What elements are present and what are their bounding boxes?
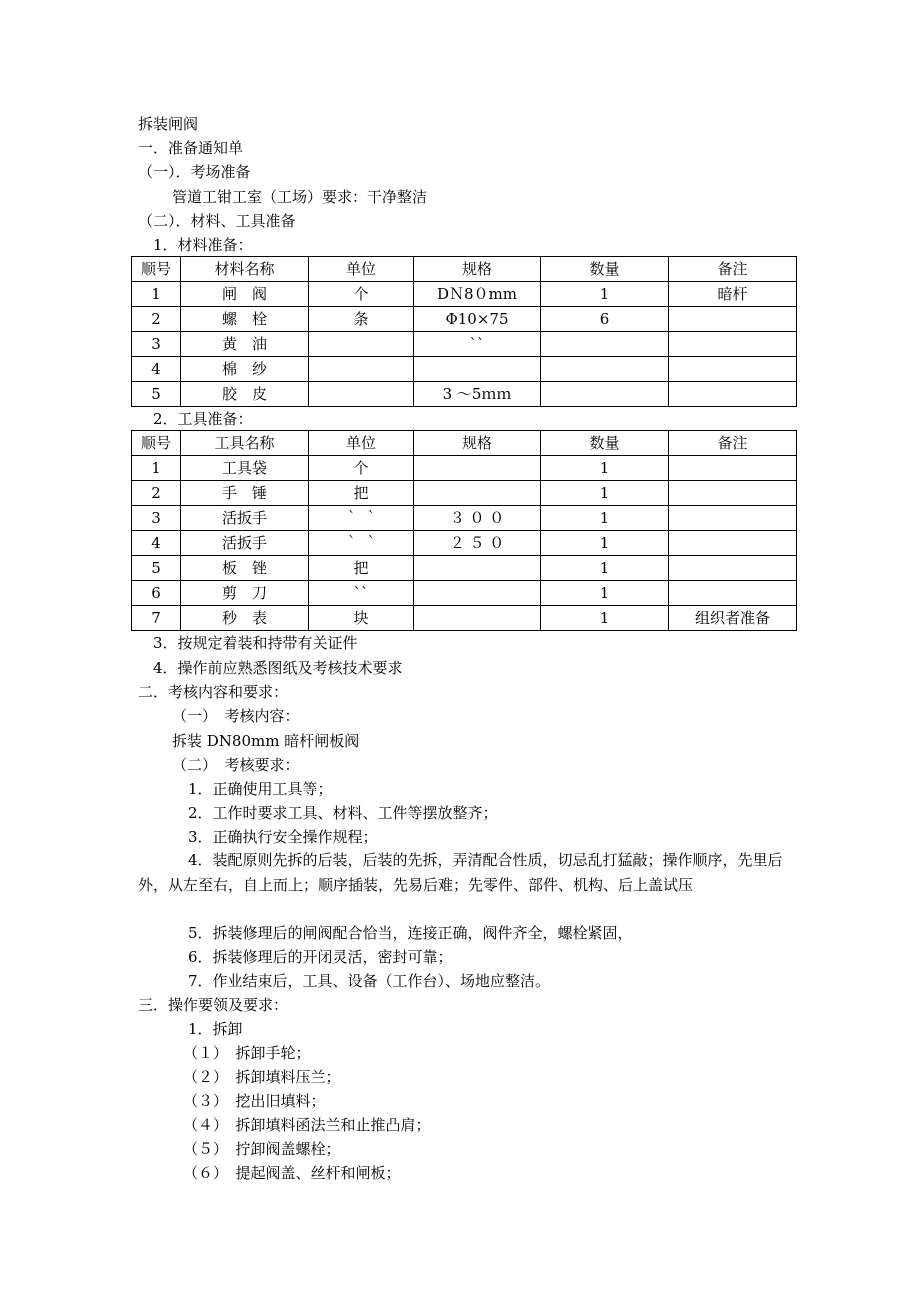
column-header: 单位 — [309, 257, 414, 282]
table-header-row — [132, 431, 797, 456]
table-cell — [669, 307, 797, 332]
table-cell: 个 — [309, 282, 414, 307]
table-cell — [309, 382, 414, 407]
table-row — [132, 282, 797, 307]
table-cell: 4 — [132, 531, 181, 556]
table-cell: Φ10×75 — [414, 307, 541, 332]
table-cell: 3 ～5ｍｍ — [414, 382, 541, 407]
column-header: 规格 — [414, 257, 541, 282]
column-header: 顺号 — [132, 431, 181, 456]
table-row — [132, 506, 797, 531]
table-cell: 1 — [541, 481, 669, 506]
requirement-item: 2．工作时要求工具、材料、工件等摆放整齐； — [188, 804, 498, 822]
table-cell: 2 — [132, 481, 181, 506]
table-cell: ３ ０ ０ — [414, 506, 541, 531]
table-cell: 个 — [309, 456, 414, 481]
site-prep-heading: （一）．考场准备 — [138, 163, 251, 181]
disassembly-heading: 1．拆卸 — [188, 1020, 243, 1038]
table-cell — [541, 357, 669, 382]
requirement-item: 4．装配原则先拆的后装，后装的先拆，弄清配合性质，切忌乱打猛敲；操作顺序，先里后外，从左至右，自上而上；顺序插装，先易后难；先零件、部件、机构、后上盖试压 — [138, 851, 783, 894]
table-cell — [669, 581, 797, 606]
requirement-item: 5．拆装修理后的闸阀配合恰当，连接正确，阀件齐全，螺栓紧固， — [188, 924, 633, 942]
requirement-item: 3．正确执行安全操作规程； — [188, 828, 378, 846]
table-cell: 1 — [132, 456, 181, 481]
table-cell: DＮ8０mm — [414, 282, 541, 307]
materials-heading: 1．材料准备： — [153, 236, 253, 254]
table-cell: 工具袋 — [181, 456, 309, 481]
table-cell: 3 — [132, 506, 181, 531]
table-cell — [669, 382, 797, 407]
section-1-heading: 一．准备通知单 — [138, 139, 244, 157]
column-header: 数量 — [541, 431, 669, 456]
table-cell: 块 — [309, 606, 414, 631]
table-cell: 1 — [541, 581, 669, 606]
table-cell — [669, 481, 797, 506]
prep-item-4: 4．操作前应熟悉图纸及考核技术要求 — [153, 659, 403, 677]
column-header: 备注 — [669, 257, 797, 282]
table-cell: 组织者准备 — [669, 606, 797, 631]
disassembly-step: （２） 拆卸填料压兰； — [183, 1068, 341, 1086]
table-cell: ｀ ｀ — [309, 531, 414, 556]
table-cell: 1 — [541, 506, 669, 531]
table-row — [132, 307, 797, 332]
table-cell — [414, 357, 541, 382]
prep-item-3: 3．按规定着装和持带有关证件 — [153, 634, 358, 652]
table-cell: 5 — [132, 556, 181, 581]
doc-title: 拆装闸阀 — [138, 115, 199, 133]
table-row — [132, 481, 797, 506]
table-cell — [414, 556, 541, 581]
table-cell: 螺 栓 — [181, 307, 309, 332]
table-cell — [669, 506, 797, 531]
tools-table — [131, 430, 797, 631]
disassembly-step: （６） 提起阀盖、丝杆和闸板； — [183, 1164, 401, 1182]
tools-heading: 2．工具准备： — [153, 410, 253, 428]
column-header: 规格 — [414, 431, 541, 456]
materials-table — [131, 256, 797, 407]
section-2-heading: 二．考核内容和要求： — [138, 683, 289, 701]
table-row — [132, 531, 797, 556]
table-cell: 暗杆 — [669, 282, 797, 307]
table-cell: 胶 皮 — [181, 382, 309, 407]
column-header: 工具名称 — [181, 431, 309, 456]
exam-content-heading: （一） 考核内容： — [172, 707, 300, 725]
table-cell — [669, 357, 797, 382]
table-cell: 1 — [541, 282, 669, 307]
table-cell: 1 — [132, 282, 181, 307]
table-cell — [309, 332, 414, 357]
table-row — [132, 581, 797, 606]
disassembly-step: （３） 挖出旧填料； — [183, 1092, 326, 1110]
table-row — [132, 332, 797, 357]
table-header-row — [132, 257, 797, 282]
column-header: 顺号 — [132, 257, 181, 282]
table-cell: ２ ５ ０ — [414, 531, 541, 556]
table-cell: 棉 纱 — [181, 357, 309, 382]
table-cell: 闸 阀 — [181, 282, 309, 307]
table-cell: 板 锉 — [181, 556, 309, 581]
table-cell: 6 — [132, 581, 181, 606]
table-row — [132, 382, 797, 407]
exam-content-text: 拆装 DN80mm 暗杆闸板阀 — [172, 732, 360, 750]
materials-tools-heading: （二）．材料、工具准备 — [138, 212, 296, 230]
table-cell: 3 — [132, 332, 181, 357]
table-cell: 5 — [132, 382, 181, 407]
table-cell — [541, 382, 669, 407]
column-header: 单位 — [309, 431, 414, 456]
disassembly-step: （４） 拆卸填料函法兰和止推凸肩； — [183, 1116, 431, 1134]
table-cell: `` — [309, 581, 414, 606]
table-cell: `` — [414, 332, 541, 357]
table-row — [132, 606, 797, 631]
disassembly-step: （１） 拆卸手轮； — [183, 1044, 311, 1062]
table-cell — [309, 357, 414, 382]
table-cell: 6 — [541, 307, 669, 332]
table-cell — [414, 581, 541, 606]
table-row — [132, 357, 797, 382]
table-cell: 条 — [309, 307, 414, 332]
table-cell: 活扳手 — [181, 506, 309, 531]
table-cell — [414, 606, 541, 631]
column-header: 数量 — [541, 257, 669, 282]
table-cell — [541, 332, 669, 357]
table-cell: 秒 表 — [181, 606, 309, 631]
table-cell: 1 — [541, 531, 669, 556]
table-cell: 剪 刀 — [181, 581, 309, 606]
table-cell: 7 — [132, 606, 181, 631]
requirement-item: 7．作业结束后，工具、设备（工作台）、场地应整洁。 — [188, 972, 551, 990]
site-prep-text: 管道工钳工室（工场）要求：干净整洁 — [172, 188, 428, 206]
table-cell — [414, 481, 541, 506]
table-cell — [669, 556, 797, 581]
table-cell — [669, 531, 797, 556]
table-cell: 1 — [541, 556, 669, 581]
table-cell: 活扳手 — [181, 531, 309, 556]
table-cell — [414, 456, 541, 481]
exam-requirements-heading: （二） 考核要求： — [172, 756, 300, 774]
requirement-item: 1．正确使用工具等； — [188, 780, 333, 798]
table-row — [132, 556, 797, 581]
table-cell: 把 — [309, 556, 414, 581]
column-header: 材料名称 — [181, 257, 309, 282]
table-cell: 1 — [541, 606, 669, 631]
disassembly-step: （５） 拧卸阀盖螺栓； — [183, 1140, 341, 1158]
table-cell: 把 — [309, 481, 414, 506]
table-cell — [669, 456, 797, 481]
table-cell — [669, 332, 797, 357]
table-cell: ｀ ｀ — [309, 506, 414, 531]
table-cell: 1 — [541, 456, 669, 481]
table-row — [132, 456, 797, 481]
requirement-item: 6．拆装修理后的开闭灵活，密封可靠； — [188, 948, 453, 966]
table-cell: 2 — [132, 307, 181, 332]
column-header: 备注 — [669, 431, 797, 456]
table-cell: 4 — [132, 357, 181, 382]
section-3-heading: 三．操作要领及要求： — [138, 996, 289, 1014]
table-cell: 黄 油 — [181, 332, 309, 357]
table-cell: 手 锤 — [181, 481, 309, 506]
